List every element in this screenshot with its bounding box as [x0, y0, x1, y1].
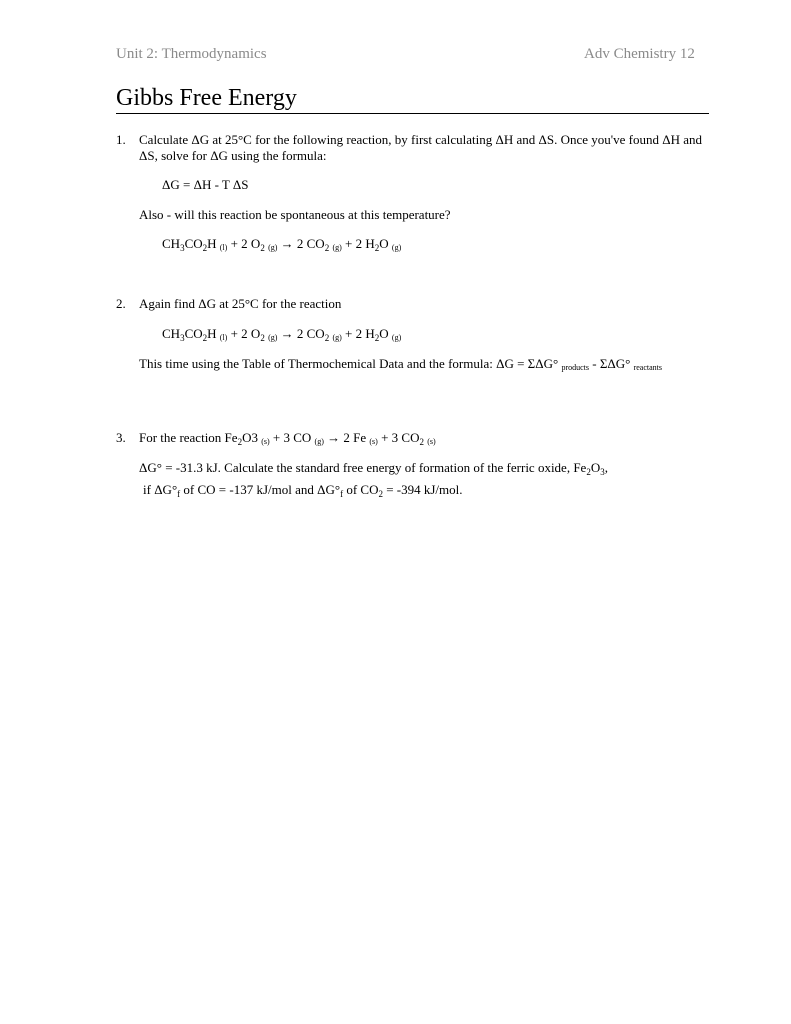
q3-line2-fe2: 2	[586, 467, 591, 477]
q2-r-state-g1: (g)	[268, 333, 278, 342]
q3-f2: f	[340, 489, 344, 499]
q1-r-state-g1: (g)	[268, 243, 278, 252]
q1-r-o2sub: 2	[260, 243, 265, 253]
q1-r-state-g3: (g)	[391, 243, 402, 252]
q3-lead: For the reaction Fe	[139, 430, 238, 445]
q3-line3	[143, 482, 463, 498]
q2-r-sub2: 2	[202, 333, 208, 343]
q3-state-s2: (s)	[369, 437, 378, 446]
q1-number: 1.	[116, 132, 126, 147]
q3-fe2: 2	[237, 437, 243, 447]
q3-o3: 3	[251, 430, 258, 445]
header-unit: Unit 2: Thermodynamics	[116, 46, 267, 62]
q2-r-o: O	[379, 326, 389, 341]
q3-o: O	[242, 430, 252, 445]
q1-text-line1: Calculate ΔG at 25°C for the following reaction, by first calculating ΔH and ΔS. Once you've found ΔH and	[139, 132, 703, 147]
q3-line2-o3: 3	[600, 467, 605, 477]
q3-reaction-line	[139, 430, 436, 446]
q1-r-sub2: 2	[202, 243, 208, 253]
q3-line3-b: of CO = -137 kJ/mol and ΔG°	[180, 482, 341, 497]
q2-table-lead: This time using the Table of Thermochemical Data and the formula: ΔG = ΣΔG°	[139, 356, 559, 371]
q2-reactants-sub: reactants	[633, 363, 663, 372]
q2-r-state-g3: (g)	[391, 333, 402, 342]
q1-r-plus-o: + 2 O	[227, 236, 261, 251]
q1-r-state-l: (l)	[219, 243, 228, 252]
q3-line2	[139, 460, 608, 476]
q3-state-g1: (g)	[314, 437, 324, 446]
q3-plus-co2: + 3 CO	[377, 430, 420, 445]
q2-r-sub3: 3	[180, 333, 185, 343]
q2-reaction	[162, 326, 401, 342]
q2-r-state-l: (l)	[219, 333, 228, 342]
q3-line3-d: = -394 kJ/mol.	[382, 482, 463, 497]
q3-arrow-fe: → 2 Fe	[323, 430, 367, 445]
q3-line3-a: if ΔG°	[143, 482, 178, 497]
q3-line2-end: ,	[604, 460, 608, 475]
q2-number: 2.	[116, 296, 126, 311]
q2-r-o2sub: 2	[260, 333, 265, 343]
q3-co2b: 2	[378, 489, 383, 499]
page-title: Gibbs Free Energy	[116, 84, 709, 114]
q2-r-state-g2: (g)	[332, 333, 342, 342]
q2-r-h2sub: 2	[374, 333, 380, 343]
q1-text-line2: ΔS, solve for ΔG using the formula:	[139, 148, 327, 163]
q1-r-h2sub: 2	[374, 243, 380, 253]
q1-spontaneous-question: Also - will this reaction be spontaneous at this temperature?	[139, 207, 451, 222]
q2-r-co: CO	[184, 326, 203, 341]
q2-minus: - ΣΔG°	[589, 356, 631, 371]
q1-r-co2sub: 2	[324, 243, 330, 253]
q3-plus-co: + 3 CO	[269, 430, 312, 445]
q3-line2-o: O	[590, 460, 601, 475]
q2-table-text	[139, 356, 662, 372]
q1-r-ch: CH	[162, 236, 181, 251]
q1-r-h: H	[207, 236, 217, 251]
q2-r-co2sub: 2	[324, 333, 330, 343]
q2-r-arrow-co: → 2 CO	[277, 326, 325, 341]
q1-r-arrow-co: → 2 CO	[277, 236, 325, 251]
q2-text: Again find ΔG at 25°C for the reaction	[139, 296, 342, 311]
q2-r-plus-h: + 2 H	[341, 326, 375, 341]
q3-state-s3: (s)	[427, 437, 436, 446]
q3-co2sub: 2	[419, 437, 424, 447]
q2-products-sub: products	[561, 363, 589, 372]
q1-r-co: CO	[184, 236, 203, 251]
q2-r-ch: CH	[162, 326, 181, 341]
q3-line2-text: ΔG° = -31.3 kJ. Calculate the standard free energy of formation of the ferric oxide, Fe	[139, 460, 587, 475]
q3-line3-c: of CO	[343, 482, 379, 497]
q3-f1: f	[177, 489, 181, 499]
q1-r-state-g2: (g)	[332, 243, 342, 252]
q1-r-sub3: 3	[180, 243, 185, 253]
q3-state-s1: (s)	[261, 437, 270, 446]
q1-r-plus-h: + 2 H	[341, 236, 375, 251]
q1-formula: ΔG = ΔH - T ΔS	[162, 177, 249, 192]
q2-r-plus-o: + 2 O	[227, 326, 261, 341]
q1-reaction	[162, 236, 401, 252]
header-course: Adv Chemistry 12	[584, 46, 695, 62]
q3-number: 3.	[116, 430, 126, 445]
q2-r-h: H	[207, 326, 217, 341]
q1-r-o: O	[379, 236, 389, 251]
